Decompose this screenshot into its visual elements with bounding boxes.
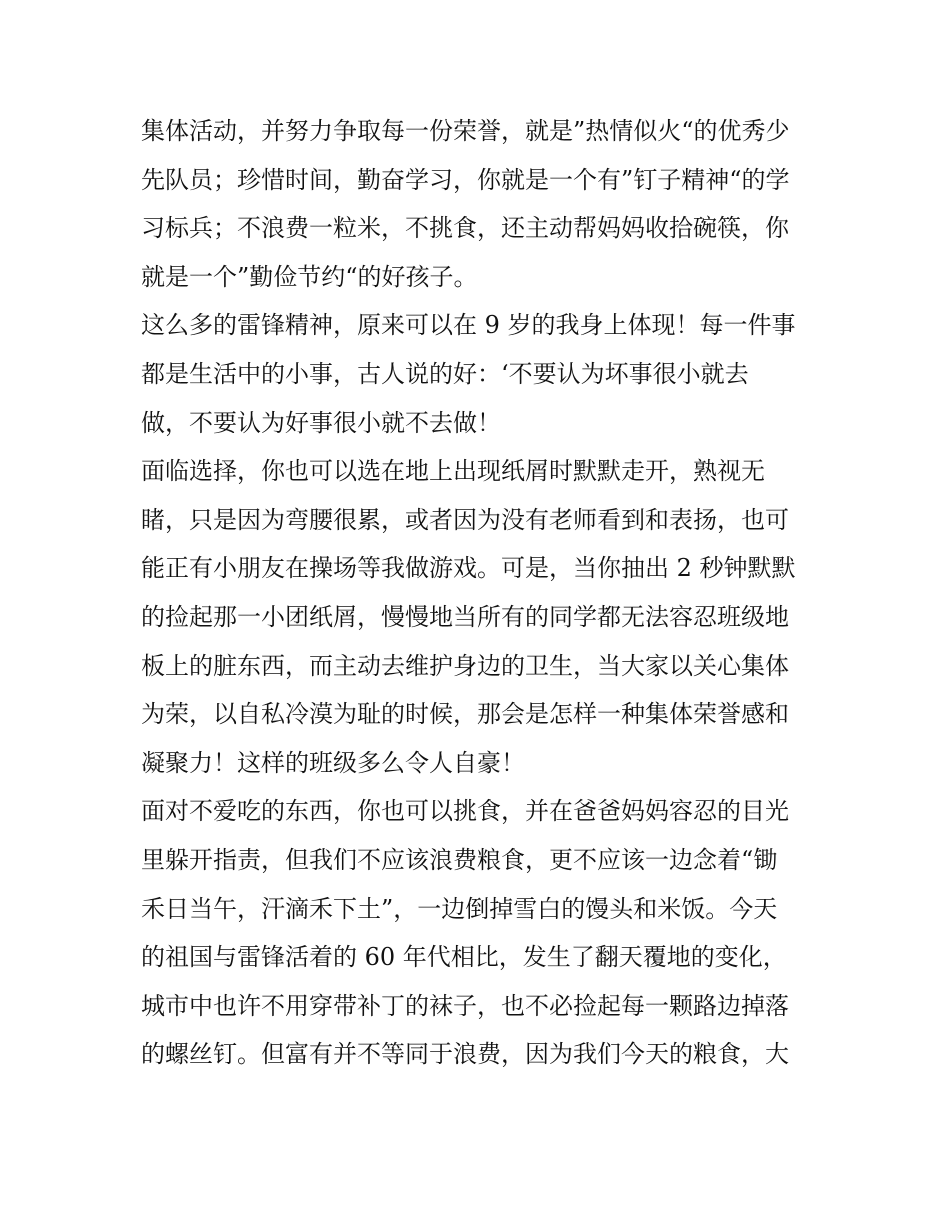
text-line: 面对不爱吃的东西，你也可以挑食，并在爸爸妈妈容忍的目光 <box>141 797 789 826</box>
document-body <box>141 107 821 1079</box>
text-line: 集体活动，并努力争取每一份荣誉，就是”热情似火“的优秀少 <box>141 117 790 145</box>
text-line: 先队员；珍惜时间，勤奋学习，你就是一个有”钉子精神“的学 <box>141 165 790 194</box>
text-line: 的祖国与雷锋活着的 60 年代相比，发生了翻天覆地的变化， <box>141 943 787 972</box>
text-line: 禾日当午，汗滴禾下土”，一边倒掉雪白的馒头和米饭。今天 <box>141 894 778 923</box>
text-line: 习标兵；不浪费一粒米，不挑食，还主动帮妈妈收拾碗筷，你 <box>141 214 789 243</box>
text-line: 这么多的雷锋精神，原来可以在 9 岁的我身上体现！每一件事 <box>141 311 796 340</box>
text-line: 的螺丝钉。但富有并不等同于浪费，因为我们今天的粮食，大 <box>141 1040 789 1069</box>
text-line: 里躲开指责，但我们不应该浪费粮食，更不应该一边念着“锄 <box>141 845 778 874</box>
text-line: 睹，只是因为弯腰很累，或者因为没有老师看到和表扬，也可 <box>141 505 789 534</box>
text-line: 城市中也许不用穿带补丁的袜子，也不必捡起每一颗路边掉落 <box>141 991 789 1020</box>
text-line: 能正有小朋友在操场等我做游戏。可是，当你抽出 2 秒钟默默 <box>141 554 796 583</box>
text-line: 就是一个”勤俭节约“的好孩子。 <box>141 262 478 291</box>
text-line: 板上的脏东西，而主动去维护身边的卫生，当大家以关心集体 <box>141 651 789 680</box>
text-line: 都是生活中的小事，古人说的好：‘不要认为坏事很小就去 <box>141 359 749 388</box>
text-line: 做，不要认为好事很小就不去做！ <box>141 408 501 437</box>
text-line: 面临选择，你也可以选在地上出现纸屑时默默走开，熟视无 <box>141 457 765 486</box>
text-line: 的捡起那一小团纸屑，慢慢地当所有的同学都无法容忍班级地 <box>141 602 789 631</box>
text-line: 凝聚力！这样的班级多么令人自豪！ <box>141 748 525 777</box>
text-line: 为荣，以自私冷漠为耻的时候，那会是怎样一种集体荣誉感和 <box>141 700 789 729</box>
